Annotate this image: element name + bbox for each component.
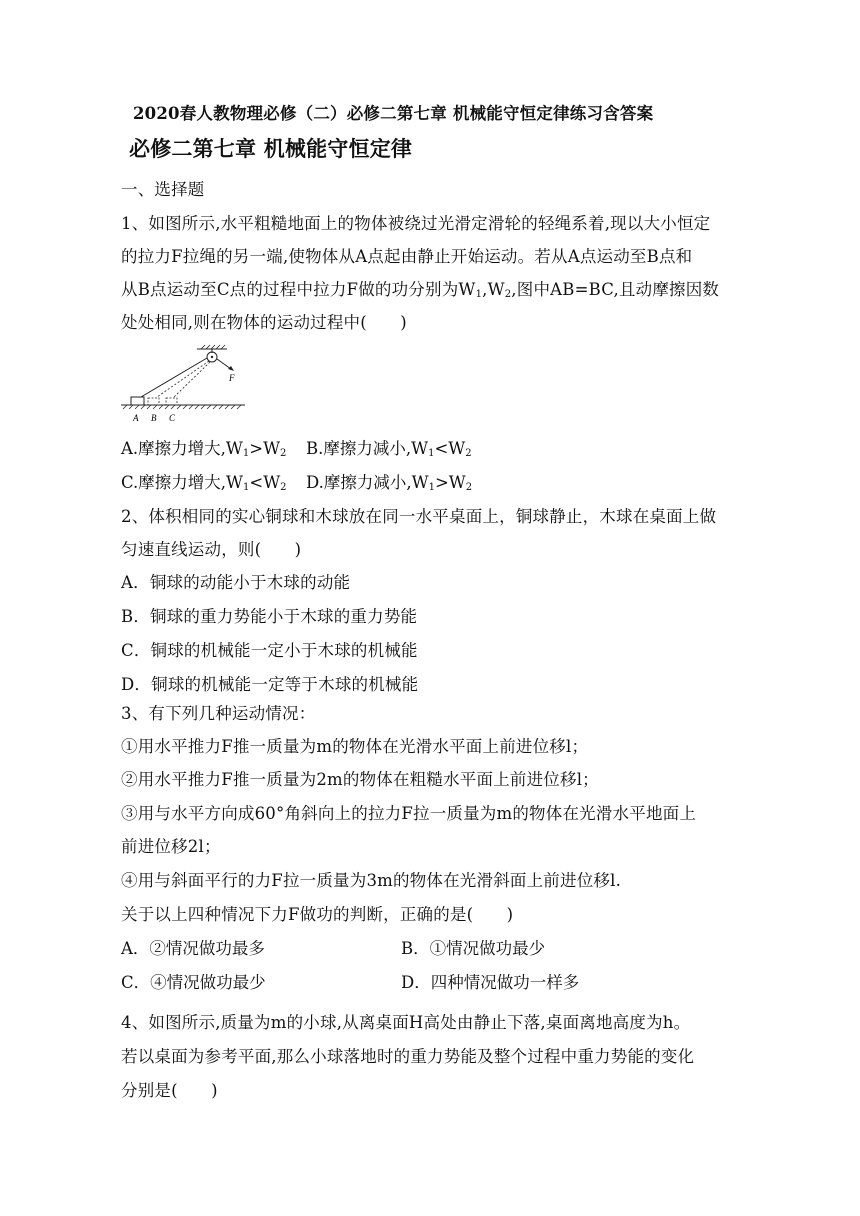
section-heading: 一、选择题 bbox=[121, 180, 205, 199]
label-b: B bbox=[151, 413, 157, 423]
q1-option-c[interactable]: C.摩擦力增大$,W_1<W_2$ bbox=[121, 473, 287, 493]
q1-option-d[interactable]: D.摩擦力减小$,W_1>W_2$ bbox=[306, 473, 473, 493]
q2-line-2: 匀速直线运动，则( ) bbox=[121, 540, 302, 559]
q2-option-a[interactable]: A．铜球的动能小于木球的动能 bbox=[121, 573, 351, 592]
block bbox=[131, 397, 144, 405]
q4-line-1: 4、如图所示,质量为m的小球,从离桌面H高处由静止下落,桌面离地高度为h。 bbox=[121, 1013, 691, 1032]
q3-line-6: ④用与斜面平行的力F拉一质量为3m的物体在光滑斜面上前进位移l. bbox=[121, 871, 622, 890]
q3-line-2: ①用水平推力F推一质量为m的物体在光滑水平面上前进位移l； bbox=[121, 737, 589, 756]
q3-line-1: 3、有下列几种运动情况： bbox=[121, 704, 316, 723]
q3-option-d[interactable]: D．四种情况做功一样多 bbox=[401, 973, 580, 992]
q2-line-1: 2、体积相同的实心铜球和木球放在同一水平桌面上，铜球静止，木球在桌面上做 bbox=[121, 507, 717, 526]
q3-line-7: 关于以上四种情况下力F做功的判断，正确的是( ) bbox=[121, 905, 514, 924]
q1-line-4: 处处相同,则在物体的运动过程中( ) bbox=[121, 313, 407, 332]
q2-option-d[interactable]: D．铜球的机械能一定等于木球的机械能 bbox=[121, 675, 419, 694]
label-f: F bbox=[229, 373, 235, 383]
q3-line-5: 前进位移2l； bbox=[121, 837, 221, 856]
q2-option-b[interactable]: B．铜球的重力势能小于木球的重力势能 bbox=[121, 607, 418, 626]
q1-line-3: 从B点运动至C点的过程中拉力F做的功分别为$W_1,W_2$,图中AB=BC,且动摩擦因数 bbox=[121, 280, 720, 300]
label-c: C bbox=[169, 413, 176, 423]
q3-option-a[interactable]: A．②情况做功最多 bbox=[121, 939, 265, 958]
q3-line-3: ②用水平推力F推一质量为2m的物体在粗糙水平面上前进位移l； bbox=[121, 770, 599, 789]
q1-option-a[interactable]: A.摩擦力增大$,W_1>W_2$ bbox=[121, 439, 287, 459]
chapter-heading: 必修二第七章 机械能守恒定律 bbox=[129, 136, 413, 161]
q4-line-3: 分别是( ) bbox=[121, 1081, 218, 1100]
label-a: A bbox=[133, 413, 139, 423]
q1-line-1: 1、如图所示,水平粗糙地面上的物体被绕过光滑定滑轮的轻绳系着,现以大小恒定 bbox=[121, 214, 711, 233]
pulley-diagram bbox=[121, 344, 249, 426]
q4-line-2: 若以桌面为参考平面,那么小球落地时的重力势能及整个过程中重力势能的变化 bbox=[121, 1047, 695, 1066]
document-title: 2020春人教物理必修（二）必修二第七章 机械能守恒定律练习含答案 bbox=[133, 104, 654, 123]
q2-option-c[interactable]: C．铜球的机械能一定小于木球的机械能 bbox=[121, 641, 418, 660]
q3-option-b[interactable]: B．①情况做功最少 bbox=[401, 939, 546, 958]
q1-line-2: 的拉力F拉绳的另一端,使物体从A点起由静止开始运动。若从A点运动至B点和 bbox=[121, 247, 693, 266]
q3-option-c[interactable]: C．④情况做功最少 bbox=[121, 973, 266, 992]
q1-option-b[interactable]: B.摩擦力减小$,W_1<W_2$ bbox=[306, 439, 472, 459]
q3-line-4: ③用与水平方向成60°角斜向上的拉力F拉一质量为m的物体在光滑水平地面上 bbox=[121, 804, 697, 823]
